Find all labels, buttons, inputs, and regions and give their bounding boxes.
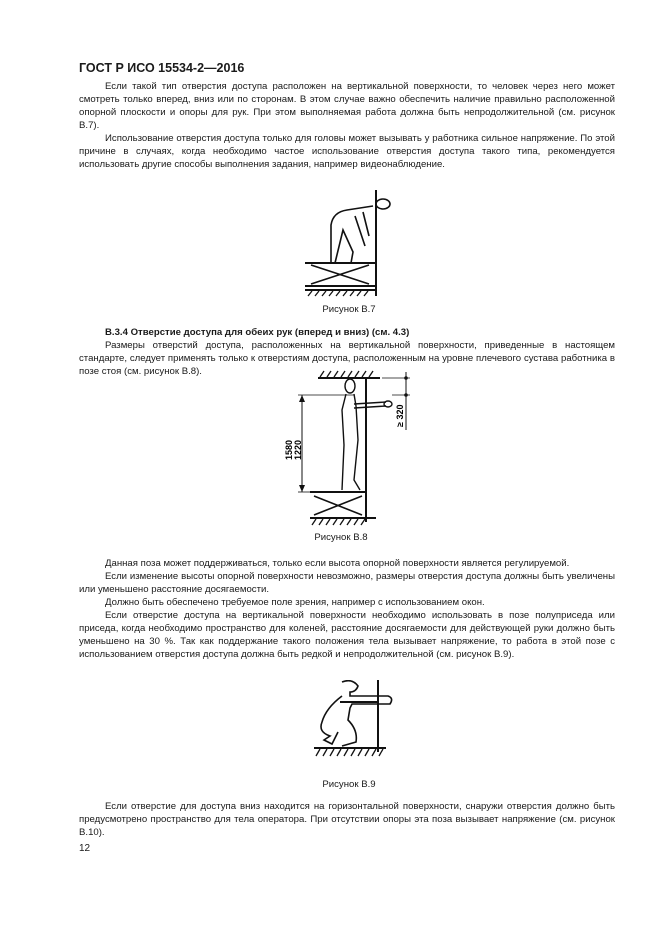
document-header: ГОСТ Р ИСО 15534-2—2016: [79, 61, 245, 75]
paragraph: Данная поза может поддерживаться, только если высота опорной поверхности является регулируемой.: [105, 558, 570, 569]
section-heading: В.3.4 Отверстие доступа для обеих рук (вперед и вниз) (см. 4.3): [105, 327, 410, 338]
figure-b7-illustration: [295, 190, 405, 300]
dimension-1580: 1580: [284, 439, 294, 460]
dimension-min-320: ≥ 320: [395, 404, 405, 427]
text-block-1: [79, 80, 615, 171]
text-block-2: [79, 557, 615, 661]
paragraph: Если отверстие для доступа вниз находится на горизонтальной поверхности, снаружи отверстия должно быть предусмотрено пространство для тела оператора. При отсутствии опоры эта поза вызывает напряжение (см. рисунок В.10).: [79, 801, 615, 838]
figure-b8-illustration: [262, 370, 422, 530]
paragraph: Если отверстие доступа на вертикальной поверхности необходимо использовать в позе полуприседа или приседа, когда необходимо пространство для коленей, расстояние досягаемости для действующей руки должно быть уменьшено на 30 %. Так как поддержание такого положения тела вызывает напряжение, то работа в этой позе с использованием отверстия доступа должна быть редкой и непродолжительной (см. рисунок В.9).: [79, 610, 615, 660]
figure-b7-caption: Рисунок В.7: [322, 304, 376, 315]
paragraph: Использование отверстия доступа только для головы может вызывать у работника сильное напряжение. По этой причине в случаях, когда необходимо частое использование отверстия доступа такого типа, рекомендуется использовать другие способы выполнения задания, например видеонаблюдение.: [79, 133, 615, 170]
paragraph: Если изменение высоты опорной поверхности невозможно, размеры отверстия доступа должны быть увеличены или уменьшено расстояние досягаемости.: [79, 571, 615, 595]
text-block-3: [79, 800, 615, 839]
figure-b9-illustration: [300, 680, 400, 760]
page-number: 12: [79, 843, 91, 854]
paragraph: Если такой тип отверстия доступа расположен на вертикальной поверхности, то человек через него может смотреть только вперед, вниз или по сторонам. В этом случае важно обеспечить наличие правильно расположенной опорной плоскости и опоры для рук. При этом выполняемая работа должна быть непродолжительной (см. рисунок В.7).: [79, 81, 615, 131]
figure-b8-caption: Рисунок В.8: [314, 532, 368, 543]
figure-b9-caption: Рисунок В.9: [322, 779, 376, 790]
paragraph: Размеры отверстий доступа, расположенных на вертикальной поверхности, приведенные в настоящем стандарте, следует применять только к отверстиям доступа, расположенным на уровне плечевого сустава работника в позе стоя (см. рисунок В.8).: [79, 340, 615, 377]
paragraph: Должно быть обеспечено требуемое поле зрения, например с использованием окон.: [105, 597, 485, 608]
dimension-1220: 1220: [293, 439, 303, 460]
